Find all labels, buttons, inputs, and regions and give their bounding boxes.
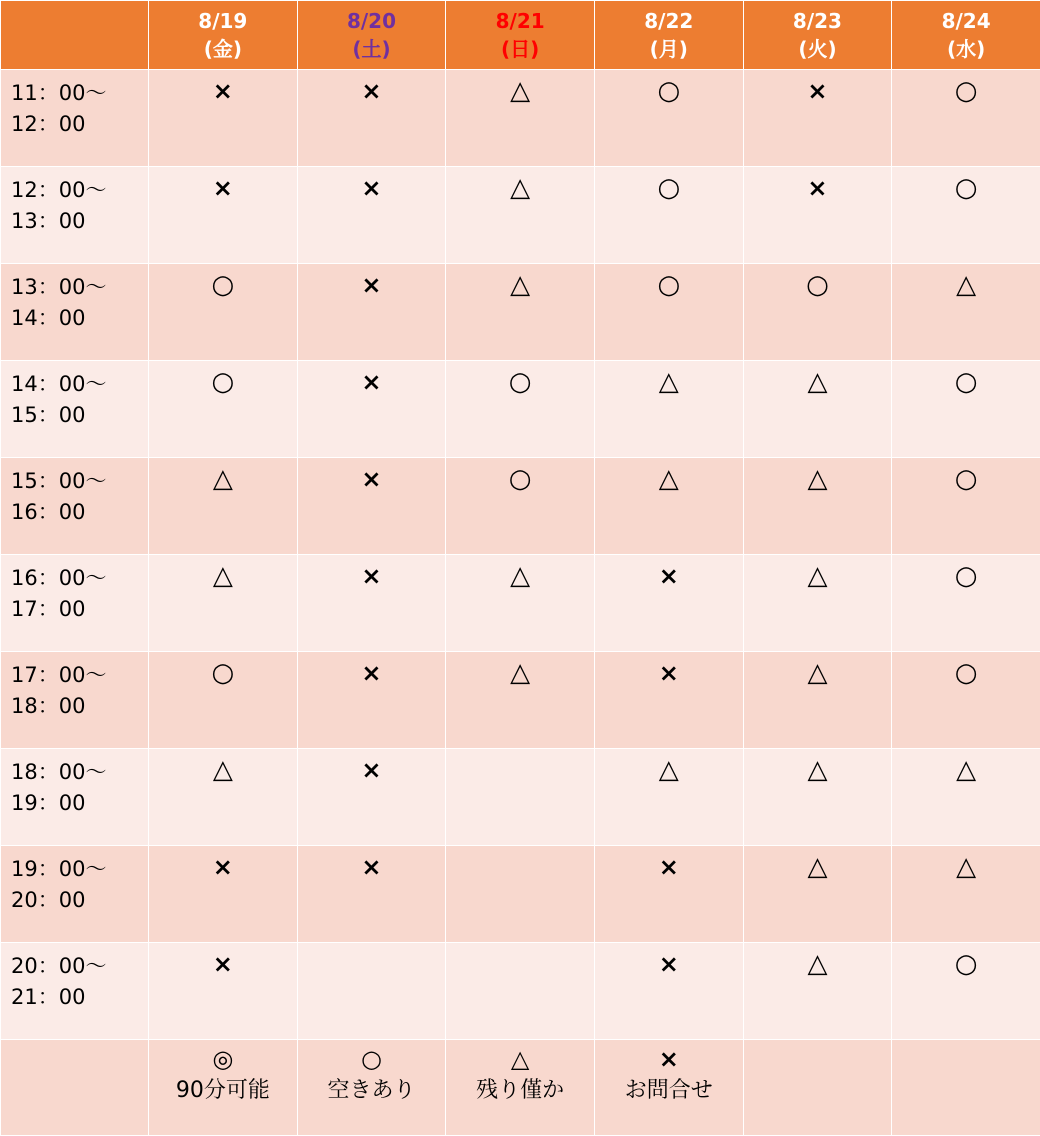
- availability-mark: ○: [892, 943, 1040, 1040]
- availability-mark: ×: [297, 749, 446, 846]
- day-header-3: [446, 1, 595, 70]
- time-slot-row: [1, 70, 1040, 167]
- legend-label: お問合せ: [595, 1075, 743, 1107]
- slot-end-time: 21：00: [11, 982, 148, 1013]
- legend-label: 空きあり: [298, 1075, 446, 1107]
- time-slot-row: [1, 652, 1040, 749]
- availability-mark: ○: [892, 652, 1040, 749]
- slot-start-time: 18：00～: [11, 757, 148, 788]
- slot-end-time: 14：00: [11, 303, 148, 334]
- time-slot-label: [1, 264, 149, 361]
- day-weekday: (日): [446, 35, 594, 63]
- time-slot-label: [1, 458, 149, 555]
- day-header-1: [149, 1, 298, 70]
- day-date: 8/23: [744, 7, 892, 35]
- legend-symbol: ×: [595, 1043, 743, 1075]
- day-weekday: (土): [298, 35, 446, 63]
- availability-mark: △: [594, 458, 743, 555]
- availability-mark: △: [743, 458, 892, 555]
- time-slot-row: [1, 361, 1040, 458]
- availability-mark: △: [446, 70, 595, 167]
- legend-row: [1, 1040, 1040, 1136]
- availability-mark: ×: [743, 70, 892, 167]
- time-slot-label: [1, 652, 149, 749]
- availability-mark: ×: [149, 70, 298, 167]
- slot-start-time: 14：00～: [11, 369, 148, 400]
- availability-mark: ×: [149, 167, 298, 264]
- legend-symbol: △: [446, 1043, 594, 1075]
- slot-start-time: 20：00～: [11, 951, 148, 982]
- availability-mark: ○: [446, 458, 595, 555]
- availability-mark: △: [892, 264, 1040, 361]
- day-weekday: (火): [744, 35, 892, 63]
- slot-end-time: 19：00: [11, 788, 148, 819]
- day-date: 8/20: [298, 7, 446, 35]
- availability-mark: ○: [892, 167, 1040, 264]
- availability-mark: △: [594, 361, 743, 458]
- availability-mark: △: [743, 749, 892, 846]
- corner-cell: [1, 1, 149, 70]
- day-date: 8/22: [595, 7, 743, 35]
- availability-mark: △: [743, 361, 892, 458]
- availability-mark: ○: [743, 264, 892, 361]
- availability-mark: ×: [297, 458, 446, 555]
- availability-mark: ×: [149, 943, 298, 1040]
- slot-end-time: 17：00: [11, 594, 148, 625]
- availability-mark: △: [743, 846, 892, 943]
- availability-mark: ○: [594, 167, 743, 264]
- time-slot-row: [1, 846, 1040, 943]
- time-slot-label: [1, 749, 149, 846]
- day-header-6: [892, 1, 1040, 70]
- time-slot-row: [1, 458, 1040, 555]
- slot-end-time: 12：00: [11, 109, 148, 140]
- slot-start-time: 12：00～: [11, 175, 148, 206]
- availability-mark: ○: [149, 652, 298, 749]
- slot-end-time: 18：00: [11, 691, 148, 722]
- day-header-2: [297, 1, 446, 70]
- legend-symbol: ◎: [149, 1043, 297, 1075]
- availability-mark: ×: [297, 555, 446, 652]
- availability-mark: △: [149, 458, 298, 555]
- legend-blank-cell: [1, 1040, 149, 1136]
- slot-start-time: 15：00～: [11, 466, 148, 497]
- header-row: [1, 1, 1040, 70]
- time-slot-label: [1, 361, 149, 458]
- slot-start-time: 16：00～: [11, 563, 148, 594]
- availability-mark: [446, 943, 595, 1040]
- availability-mark: △: [892, 846, 1040, 943]
- slot-end-time: 20：00: [11, 885, 148, 916]
- availability-mark: ×: [594, 555, 743, 652]
- availability-mark: ○: [446, 361, 595, 458]
- slot-start-time: 19：00～: [11, 854, 148, 885]
- day-header-4: [594, 1, 743, 70]
- availability-mark: △: [892, 749, 1040, 846]
- slot-start-time: 11：00～: [11, 78, 148, 109]
- day-header-5: [743, 1, 892, 70]
- availability-mark: △: [446, 167, 595, 264]
- availability-mark: ×: [594, 846, 743, 943]
- legend-label: 残り僅か: [446, 1075, 594, 1107]
- time-slot-label: [1, 943, 149, 1040]
- legend-item: [446, 1040, 595, 1136]
- time-slot-label: [1, 555, 149, 652]
- availability-mark: ×: [743, 167, 892, 264]
- availability-mark: △: [446, 264, 595, 361]
- availability-mark: ○: [892, 70, 1040, 167]
- slot-end-time: 15：00: [11, 400, 148, 431]
- availability-mark: △: [149, 555, 298, 652]
- availability-mark: ×: [297, 652, 446, 749]
- time-slot-row: [1, 749, 1040, 846]
- legend-symbol: ○: [298, 1043, 446, 1075]
- legend-item: [594, 1040, 743, 1136]
- availability-mark: △: [446, 652, 595, 749]
- legend-label: 90分可能: [149, 1075, 297, 1107]
- day-weekday: (月): [595, 35, 743, 63]
- availability-mark: △: [149, 749, 298, 846]
- availability-mark: ○: [149, 361, 298, 458]
- availability-mark: ×: [297, 167, 446, 264]
- availability-mark: ○: [594, 70, 743, 167]
- availability-mark: ○: [149, 264, 298, 361]
- availability-mark: △: [446, 555, 595, 652]
- time-slot-label: [1, 167, 149, 264]
- time-slot-row: [1, 264, 1040, 361]
- time-slot-label: [1, 846, 149, 943]
- slot-end-time: 13：00: [11, 206, 148, 237]
- availability-mark: △: [743, 652, 892, 749]
- availability-mark: ×: [297, 264, 446, 361]
- slot-start-time: 17：00～: [11, 660, 148, 691]
- legend-item: [297, 1040, 446, 1136]
- time-slot-row: [1, 943, 1040, 1040]
- availability-mark: ○: [594, 264, 743, 361]
- availability-mark: ×: [297, 70, 446, 167]
- day-weekday: (金): [149, 35, 297, 63]
- availability-mark: ×: [297, 846, 446, 943]
- availability-mark: ×: [297, 361, 446, 458]
- slot-end-time: 16：00: [11, 497, 148, 528]
- legend-item: [149, 1040, 298, 1136]
- day-date: 8/19: [149, 7, 297, 35]
- availability-mark: △: [743, 943, 892, 1040]
- availability-mark: ×: [594, 943, 743, 1040]
- day-date: 8/24: [892, 7, 1040, 35]
- availability-mark: [446, 749, 595, 846]
- time-slot-label: [1, 70, 149, 167]
- availability-mark: ○: [892, 361, 1040, 458]
- day-weekday: (水): [892, 35, 1040, 63]
- legend-empty-cell: [892, 1040, 1040, 1136]
- availability-mark: △: [594, 749, 743, 846]
- availability-mark: △: [743, 555, 892, 652]
- availability-mark: ○: [892, 555, 1040, 652]
- availability-mark: ×: [594, 652, 743, 749]
- availability-mark: [446, 846, 595, 943]
- availability-mark: ×: [149, 846, 298, 943]
- availability-mark: [297, 943, 446, 1040]
- legend-empty-cell: [743, 1040, 892, 1136]
- time-slot-row: [1, 555, 1040, 652]
- day-date: 8/21: [446, 7, 594, 35]
- slot-start-time: 13：00～: [11, 272, 148, 303]
- time-slot-row: [1, 167, 1040, 264]
- availability-mark: ○: [892, 458, 1040, 555]
